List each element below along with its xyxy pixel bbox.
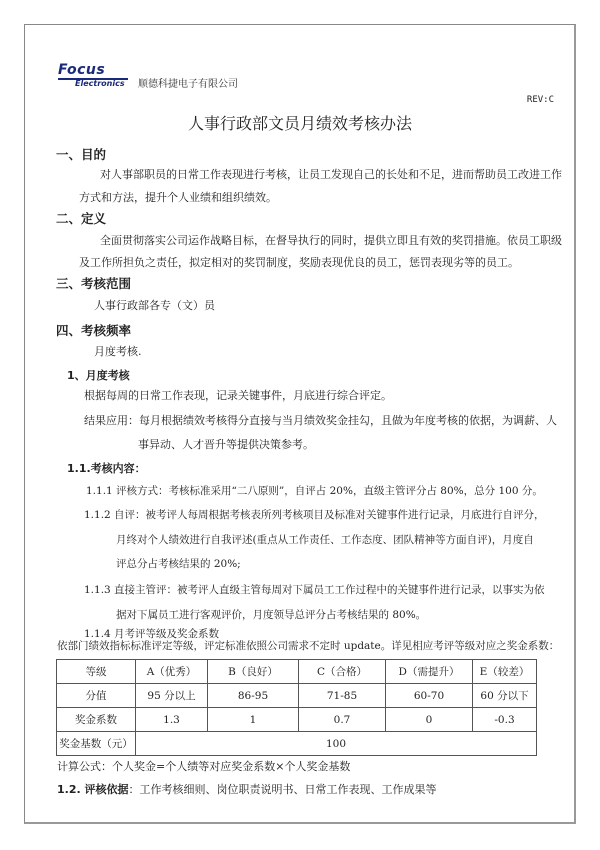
table-row — [57, 660, 537, 684]
paragraph-line: 1.1.2 自评：被考评人每周根据考核表所列考核项目及标准对关键事件进行记录，月底进行自评分， — [84, 509, 545, 521]
table-cell: 1.3 — [136, 708, 208, 732]
table-cell: E（较差） — [473, 660, 537, 684]
revision-label: REV:C — [526, 95, 554, 105]
table-cell: 0.7 — [299, 708, 386, 732]
table-cell: B（良好） — [208, 660, 299, 684]
section-heading: 四、考核频率 — [56, 323, 132, 338]
paragraph-line: 全面贯彻落实公司运作战略目标，在督导执行的同时，提供立即且有效的奖罚措施。依员工职级 — [100, 234, 562, 247]
table-cell: 95 分以上 — [136, 684, 208, 708]
table-cell: -0.3 — [473, 708, 537, 732]
paragraph-line: 方式和方法，提升个人业绩和组织绩效。 — [79, 191, 277, 204]
logo-focus: Focus — [58, 62, 106, 78]
table-cell: 0 — [386, 708, 473, 732]
table-cell: 奖金基数（元） — [57, 732, 136, 756]
paragraph-line: 事异动、人才晋升等提供决策参考。 — [138, 438, 314, 451]
table-cell: 奖金系数 — [57, 708, 136, 732]
basis-line — [57, 783, 437, 797]
paragraph-line: 依部门绩效指标标准评定等级，评定标准依照公司需求不定时 update。详见相应考评等级对应之奖金系数： — [57, 640, 560, 652]
subsection-heading: 1、月度考核 — [67, 369, 130, 382]
paragraph-line: 结果应用：每月根据绩效考核得分直接与当月绩效奖金挂勾，且做为年度考核的依据，为调薪、人 — [84, 414, 557, 427]
paragraph-line: 根据每周的日常工作表现，记录关键事件，月底进行综合评定。 — [84, 389, 392, 402]
paragraph-line: 1.1.1 评核方式：考核标准采用“二八原则”，自评占 20%，直级主管评分占 80%，总分 100 分。 — [86, 485, 543, 497]
table-cell: D（需提升） — [386, 660, 473, 684]
table-cell: 60 分以下 — [473, 684, 537, 708]
paragraph-line: 对人事部职员的日常工作表现进行考核，让员工发现自己的长处和不足，进而帮助员工改进工作 — [100, 168, 562, 181]
table-row — [57, 708, 537, 732]
company-name: 顺德科捷电子有限公司 — [138, 79, 238, 90]
table-row — [57, 732, 537, 756]
paragraph-line: 人事行政部各专（文）员 — [94, 299, 215, 312]
paragraph-line: 月终对个人绩效进行自我评述(重点从工作责任、工作态度、团队精神等方面自评)，月度自 — [116, 534, 534, 546]
paragraph-line: 及工作所担负之责任，拟定相对的奖罚制度，奖励表现优良的员工，惩罚表现劣等的员工。 — [79, 256, 519, 269]
table-cell: A（优秀） — [136, 660, 208, 684]
table-cell: 71-85 — [299, 684, 386, 708]
paragraph-line: 1.1.4 月考评等级及奖金系数 — [84, 628, 220, 640]
logo-electronics: Electronics — [75, 79, 125, 88]
paragraph-line: 据对下属员工进行客观评价，月度领导总评分占考核结果的 80%。 — [116, 609, 427, 621]
paragraph-line: 月度考核. — [94, 345, 142, 358]
grade-bonus-table — [56, 659, 537, 756]
basis-text: ：工作考核细则、岗位职责说明书、日常工作表现、工作成果等 — [128, 783, 437, 796]
paragraph-line: 1.1.3 直接主管评：被考评人直级主管每周对下属员工工作过程中的关键事件进行记录，以事实为依 — [84, 584, 545, 596]
subsection-heading: 1.1.考核内容： — [67, 462, 146, 475]
formula-text: 计算公式：个人奖金=个人绩等对应奖金系数×个人奖金基数 — [57, 760, 351, 773]
table-cell: 1 — [208, 708, 299, 732]
table-row — [57, 684, 537, 708]
section-heading: 二、定义 — [56, 211, 107, 226]
table-cell: 等级 — [57, 660, 136, 684]
table-cell: 60-70 — [386, 684, 473, 708]
table-cell: C（合格） — [299, 660, 386, 684]
basis-label: 1.2. 评核依据 — [57, 783, 129, 796]
document-title: 人事行政部文员月绩效考核办法 — [187, 114, 412, 133]
section-heading: 一、目的 — [56, 147, 107, 162]
section-heading: 三、考核范围 — [56, 276, 132, 291]
table-cell: 分值 — [57, 684, 136, 708]
table-cell: 100 — [136, 732, 537, 756]
table-cell: 86-95 — [208, 684, 299, 708]
paragraph-line: 评总分占考核结果的 20%; — [116, 558, 241, 570]
